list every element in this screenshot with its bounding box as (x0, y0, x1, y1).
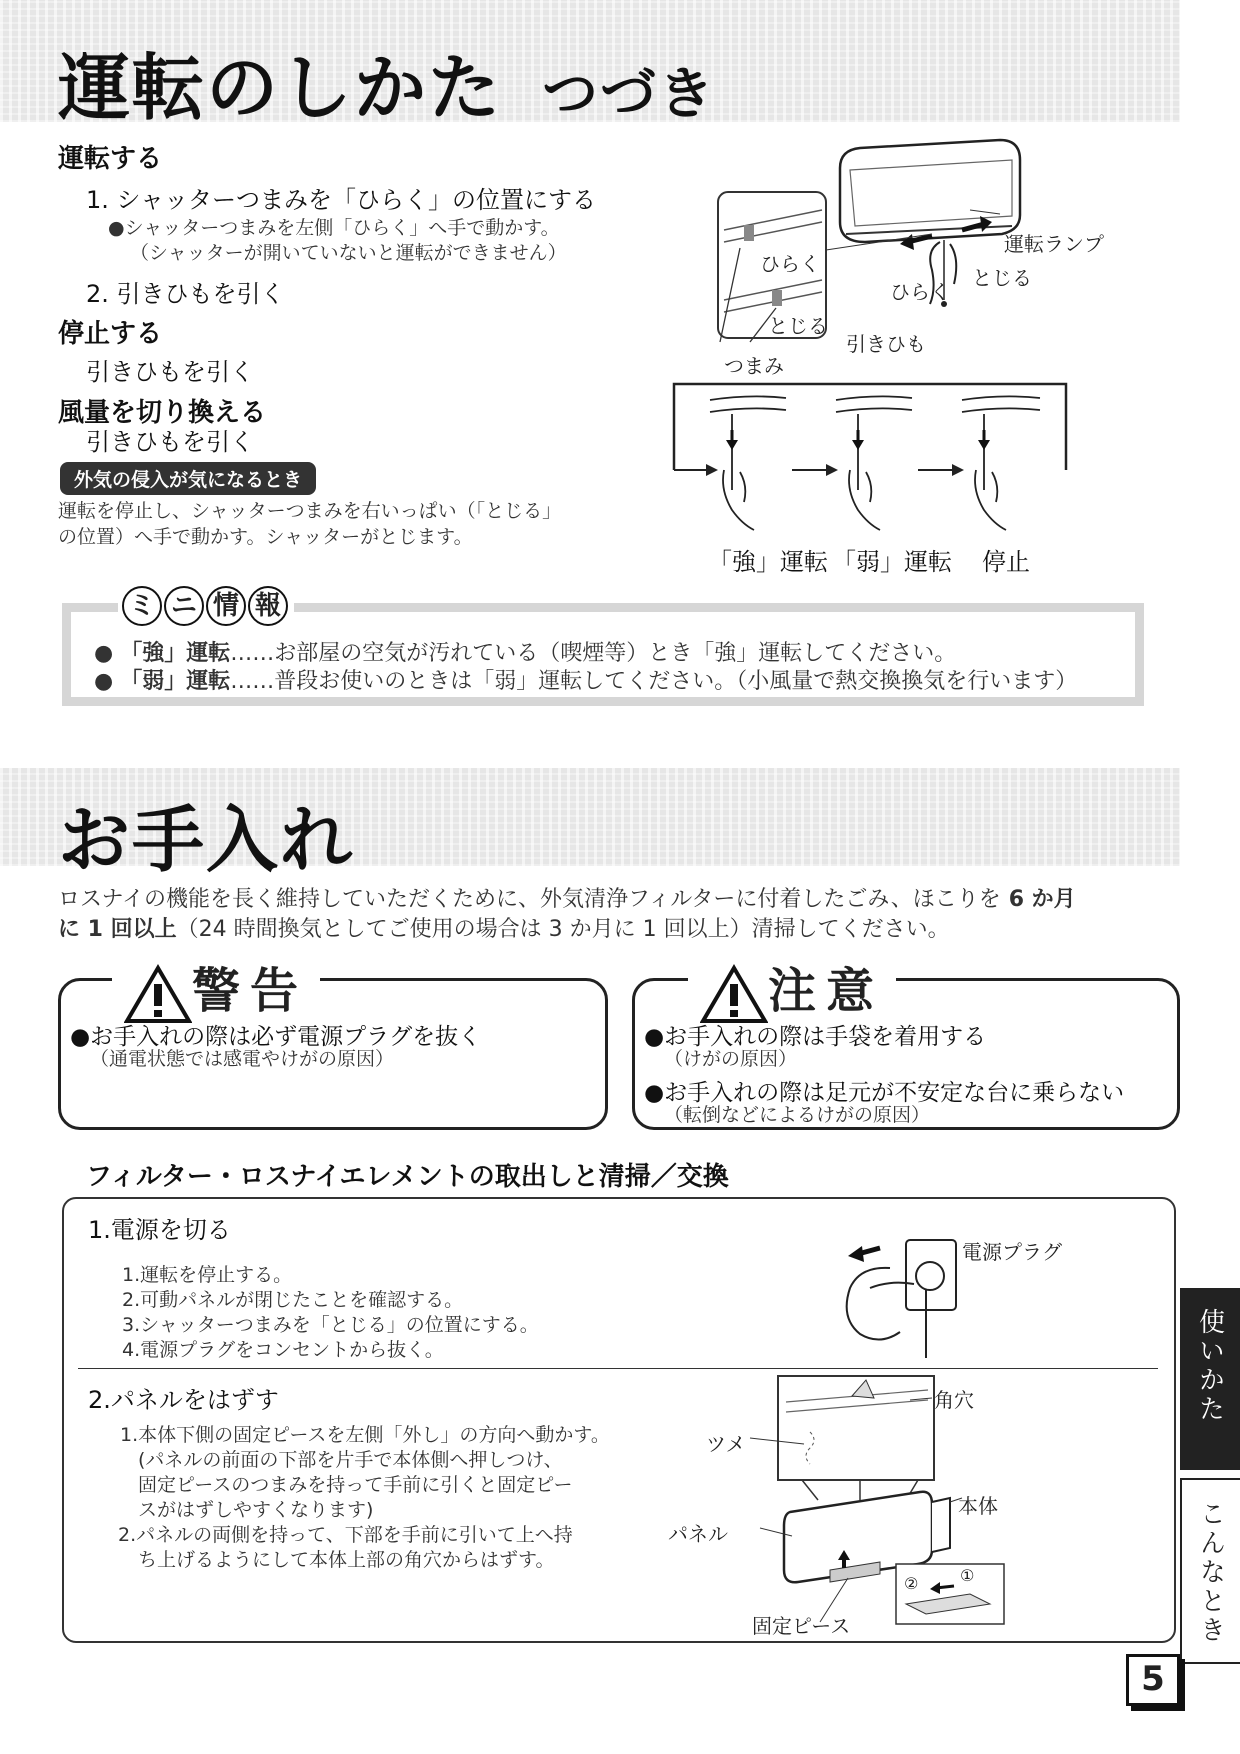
step1-item: 1.運転を停止する。 (122, 1264, 293, 1286)
maintenance-intro-line2 (58, 912, 950, 943)
mini-info-char: ミ (122, 586, 162, 626)
cycle-stop-label: 停止 (982, 548, 1030, 576)
operate-heading: 運転する (58, 144, 163, 174)
mini-info-char: ニ (164, 586, 204, 626)
circle-number-1: ① (960, 1566, 975, 1585)
operate-step2: 2. 引きひもを引く (86, 280, 285, 308)
step2-item1-line: 1.本体下側の固定ピースを左側「外し」の方向へ動かす。 (120, 1424, 610, 1446)
inset-hiraku-label: ひらく (760, 252, 820, 276)
section-title-sub: つづき (542, 62, 717, 127)
intro-bold: に 1 回以上 (58, 917, 177, 942)
mini-info-line2-text: ……普段お使いのときは「弱」運転してください。（小風量で熱交換換気を行います） (230, 669, 1078, 694)
mini-info-line2: ● 「弱」運転……普段お使いのときは「弱」運転してください。（小風量で熱交換換気を行います） (94, 669, 1078, 694)
caution-title (688, 952, 896, 1024)
tab-trouble[interactable] (1180, 1478, 1240, 1664)
operate-step1-note2: （シャッターが開いていないと運転ができません） (130, 242, 567, 264)
mini-info-char: 報 (248, 586, 288, 626)
warning-item1-note: （通電状態では感電やけがの原因） (90, 1048, 395, 1070)
tab-usage-label: 使いかた (1194, 1308, 1225, 1424)
cord-cycle-diagram (670, 380, 1070, 540)
page-number: 5 (1126, 1654, 1180, 1706)
panel-label: パネル (668, 1522, 728, 1546)
power-plug-diagram (830, 1228, 970, 1360)
section-title: お手入れ (58, 798, 355, 882)
cycle-weak-label: 「弱」運転 (832, 548, 952, 576)
outside-air-text2: の位置）へ手で動かす。シャッターがとじます。 (58, 526, 473, 548)
outside-air-label: 外気の侵入が気になるとき (60, 462, 316, 495)
step2-item1-line: (パネルの前面の下部を片手で本体側へ押しつけ、 (138, 1449, 563, 1471)
hikihimo-label: 引きひも (846, 332, 926, 356)
tab-trouble-label: こんなとき (1195, 1500, 1226, 1645)
intro-text: ロスナイの機能を長く維持していただくために、外気清浄フィルターに付着したごみ、ほこりを (58, 887, 1001, 912)
section-title (58, 30, 716, 134)
caution-item2: ●お手入れの際は足元が不安定な台に乗らない (644, 1080, 1125, 1106)
tojiru-label: とじる (972, 266, 1032, 290)
caution-triangle-icon (700, 964, 768, 1024)
caution-item1: ●お手入れの際は手袋を着用する (644, 1024, 987, 1050)
fan-heading: 風量を切り換える (58, 398, 267, 428)
stop-heading: 停止する (58, 319, 163, 349)
step2-item2-line: ち上げるようにして本体上部の角穴からはずす。 (138, 1549, 555, 1571)
fan-text: 引きひもを引く (86, 428, 254, 456)
kakuana-label: 角穴 (934, 1388, 974, 1412)
circle-number-2: ② (904, 1574, 919, 1593)
mini-info-title (118, 586, 294, 626)
tab-usage[interactable] (1180, 1288, 1240, 1470)
tsumami-label: つまみ (724, 354, 784, 378)
caution-title-text: 注意 (768, 963, 885, 1019)
step2-item2-line: 2.パネルの両側を持って、下部を手前に引いて上へ持 (118, 1524, 573, 1546)
section-title-main: 運転のしかた (58, 46, 503, 130)
maintenance-intro-line1 (58, 882, 1076, 913)
caution-item2-note: （転倒などによるけがの原因） (664, 1104, 931, 1126)
operate-step1-note1: ●シャッターつまみを左側「ひらく」へ手で動かす。 (108, 217, 560, 239)
step2-title: 2.パネルをはずす (88, 1386, 279, 1414)
caution-item1-note: （けがの原因） (664, 1048, 798, 1070)
mini-info-line1-text: ……お部屋の空気が汚れている（喫煙等）とき「強」運転してください。 (230, 641, 957, 666)
inset-tojiru-label: とじる (768, 314, 828, 338)
cycle-strong-label: 「強」運転 (708, 548, 828, 576)
mini-info-char: 情 (206, 586, 246, 626)
procedure-divider (78, 1368, 1158, 1369)
step1-item: 2.可動パネルが閉じたことを確認する。 (122, 1289, 464, 1311)
step2-item1-line: 固定ピースのつまみを持って手前に引くと固定ピー (138, 1474, 573, 1496)
warning-item1: ●お手入れの際は必ず電源プラグを抜く (70, 1024, 482, 1050)
kotei-piece-label: 固定ピース (752, 1614, 851, 1638)
intro-bold: 6 か月 (1008, 887, 1076, 912)
step1-item: 4.電源プラグをコンセントから抜く。 (122, 1339, 444, 1361)
mini-info-line1-label: 「強」運転 (120, 641, 231, 666)
mini-info-line2-label: 「弱」運転 (120, 669, 231, 694)
stop-text: 引きひもを引く (86, 358, 254, 386)
step1-item: 3.シャッターつまみを「とじる」の位置にする。 (122, 1314, 539, 1336)
operate-step1: 1. シャッターつまみを「ひらく」の位置にする (86, 186, 597, 214)
tsume-label: ツメ (706, 1432, 746, 1456)
warning-title-text: 警告 (192, 963, 309, 1019)
step2-item1-line: スがはずしやすくなります) (138, 1499, 374, 1521)
hontai-label: 本体 (958, 1494, 998, 1518)
intro-text: （24 時間換気としてご使用の場合は 3 か月に 1 回以上）清掃してください。 (176, 917, 950, 942)
mini-info-line1: ● 「強」運転……お部屋の空気が汚れている（喫煙等）とき「強」運転してください。 (94, 641, 957, 666)
step1-title: 1.電源を切る (88, 1216, 231, 1244)
procedure-heading: フィルター・ロスナイエレメントの取出しと清掃／交換 (86, 1162, 729, 1192)
plug-label: 電源プラグ (962, 1240, 1062, 1264)
unten-lamp-label: 運転ランプ (1004, 232, 1104, 256)
hiraku-label: ひらく (890, 280, 950, 304)
outside-air-text1: 運転を停止し、シャッターつまみを右いっぱい（「とじる」 (58, 500, 562, 522)
warning-title (112, 952, 320, 1024)
warning-triangle-icon (124, 964, 192, 1024)
